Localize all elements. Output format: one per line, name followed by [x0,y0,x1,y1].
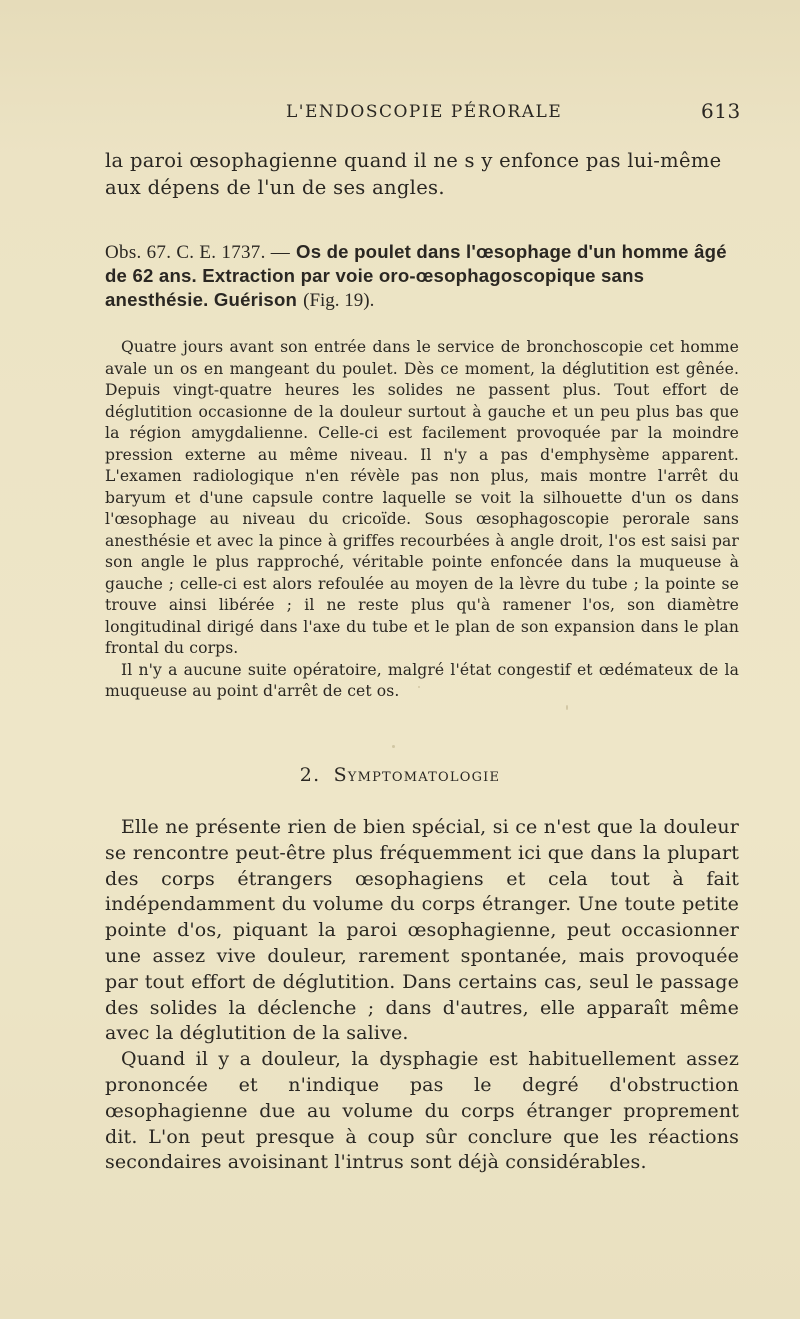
section-number: 2. [299,764,321,786]
body-paragraph: Quand il y a douleur, la dysphagie est habituellement assez prononcée et n'indique pas le degré d'obstruction œsophagienne due au volume du corps étranger proprement dit. L'on peut presque à coup sûr conclure que les réactions secondaires avoisinant l'intrus sont déjà considérables. [105,1048,739,1174]
section-heading [0,764,800,786]
observation-body [105,337,739,703]
section-title: Symptomatologie [333,764,501,786]
observation-paragraph: Quatre jours avant son entrée dans le service de bronchoscopie cet homme avale un os en mangeant du poulet. Dès ce moment, la déglutition est gênée. Depuis vingt-quatre heures les solides ne passent plus. Tout effort de déglutition occasionne de la douleur surtout à gauche et un peu plus bas que la région amygdalienne. Celle-ci est facilement provoquée par la moindre pression externe au même niveau. Il n'y a pas d'emphysème apparent. L'examen radiologique n'en révèle pas non plus, mais montre l'arrêt du baryum et d'une capsule contre laquelle se voit la silhouette d'un os dans l'œsophage au niveau du cricoïde. Sous œsophagoscopie perorale sans anesthésie et avec la pince à griffes recourbées à angle droit, l'os est saisi par son angle le plus rapproché, véritable pointe enfoncée dans la muqueuse à gauche ; celle-ci est alors refoulée au moyen de la lèvre du tube ; la pointe se trouve ainsi libérée ; il ne reste plus qu'à ramener l'os, son diamètre longitudinal dirigé dans l'axe du tube et le plan de son expansion dans le plan frontal du corps. [105,338,739,657]
paper-speck [418,686,420,688]
figure-reference: (Fig. 19). [303,290,375,311]
observation-heading-text [105,240,739,312]
running-title: L'ENDOSCOPIE PÉRORALE [286,102,563,122]
paper-speck [392,745,395,748]
section-body [105,815,739,1176]
observation-heading [105,240,739,312]
observation-paragraph: Il n'y a aucune suite opératoire, malgré l'état congestif et œdémateux de la muqueuse au point d'arrêt de cet os. [105,660,739,700]
page-header [0,99,800,132]
paper-speck [566,705,568,710]
page-number: 613 [701,99,741,123]
case-number: Obs. 67. C. E. 1737. — [105,242,290,263]
intro-paragraph-block [105,147,739,201]
body-paragraph: Elle ne présente rien de bien spécial, si ce n'est que la douleur se rencontre peut-être plus fréquemment ici que dans la plupart des corps étrangers œsophagiens et cela tout à fait indépendamment du volume du corps étranger. Une toute petite pointe d'os, piquant la paroi œsophagienne, peut occasionner une assez vive douleur, rarement spontanée, mais provoquée par tout effort de déglutition. Dans certains cas, seul le passage des solides la déclenche ; dans d'autres, elle apparaît même avec la déglutition de la salive. [105,816,739,1045]
intro-paragraph: la paroi œsophagienne quand il ne s y enfonce pas lui-même aux dépens de l'un de ses angles. [105,149,722,199]
case-title: Os de poulet dans l'œsophage d'un homme âgé de 62 ans. Extraction par voie oro-œsophagoscopique sans anesthésie. Guérison [105,241,727,310]
